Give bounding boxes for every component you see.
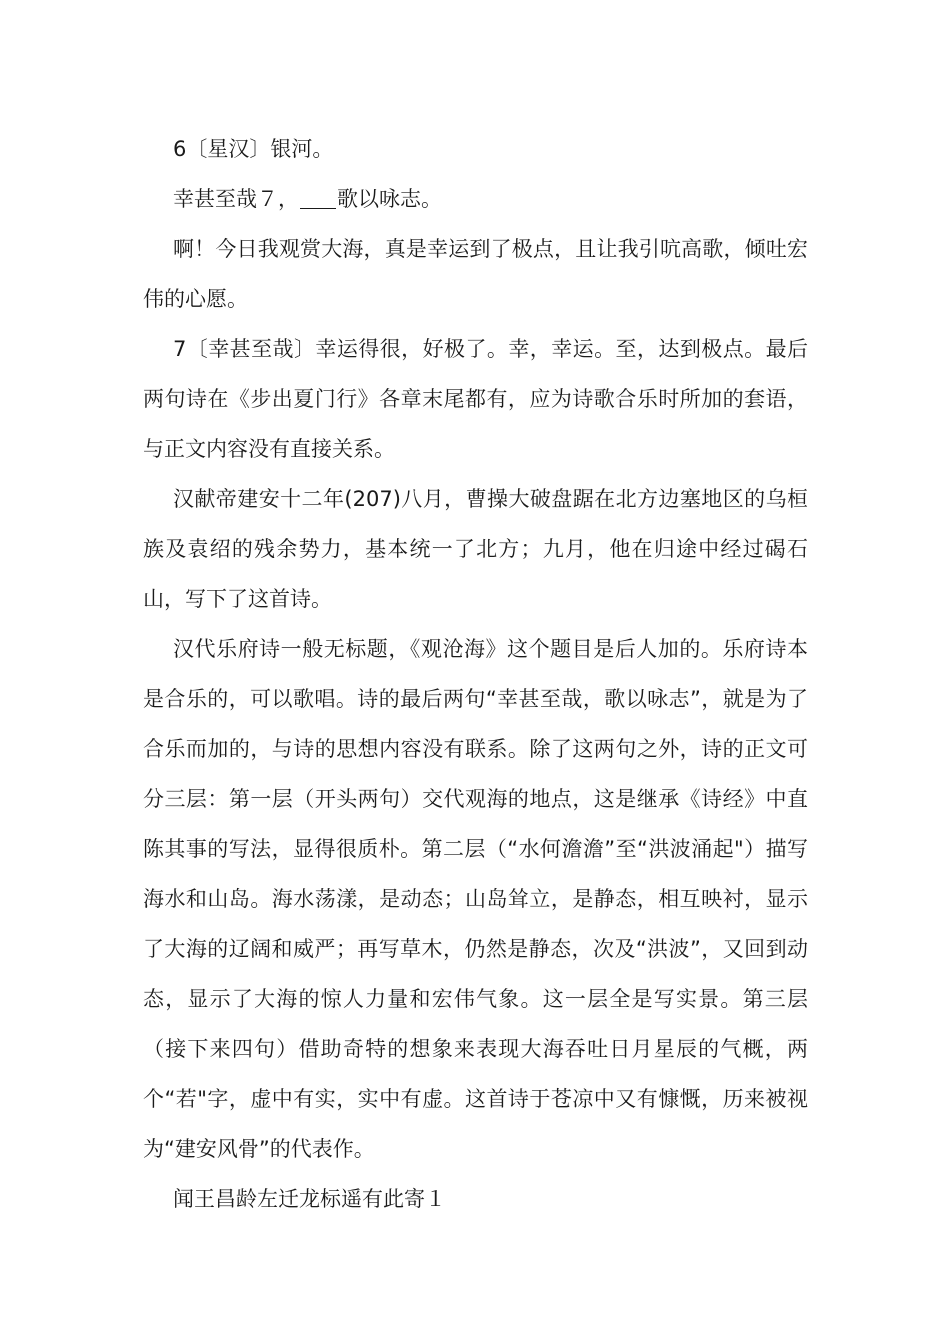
background-paragraph: 汉献帝建安十二年(207)八月，曹操大破盘踞在北方边塞地区的乌桓族及袁绍的残余势力，基本统一了北方；九月，他在归途中经过碣石山，写下了这首诗。: [143, 487, 808, 611]
fill-in-blank[interactable]: [300, 188, 336, 209]
poem-line-with-blank: [143, 174, 808, 224]
translation-paragraph: 啊！今日我观赏大海，真是幸运到了极点，且让我引吭高歌，倾吐宏伟的心愿。: [143, 237, 808, 311]
document-body: [143, 124, 808, 1224]
footnote-6: 6〔星汉〕银河。: [173, 137, 334, 161]
next-poem-title: 闻王昌龄左迁龙标遥有此寄１: [173, 1187, 446, 1211]
poem-line-end: 歌以咏志。: [337, 187, 442, 211]
analysis-paragraph: 汉代乐府诗一般无标题，《观沧海》这个题目是后人加的。乐府诗本是合乐的，可以歌唱。诗的最后两句“幸甚至哉，歌以咏志”，就是为了合乐而加的，与诗的思想内容没有联系。除了这两句之外，诗的正文可分三层：第一层（开头两句）交代观海的地点，这是继承《诗经》中直陈其事的写法，显得很质朴。第二层（“水何澹澹”至“洪波涌起"）描写海水和山岛。海水荡漾，是动态；山岛耸立，是静态，相互映衬，显示了大海的辽阔和威严；再写草木，仍然是静态，次及“洪波”，又回到动态，显示了大海的惊人力量和宏伟气象。这一层全是写实景。第三层（接下来四句）借助奇特的想象来表现大海吞吐日月星辰的气概，两个“若"字，虚中有实，实中有虚。这首诗于苍凉中又有慷慨，历来被视为“建安风骨”的代表作。: [143, 637, 808, 1161]
poem-line-start: 幸甚至哉７，: [173, 187, 299, 211]
footnote-7: 7〔幸甚至哉〕幸运得很，好极了。幸，幸运。至，达到极点。最后两句诗在《步出夏门行》各章末尾都有，应为诗歌合乐时所加的套语，与正文内容没有直接关系。: [143, 337, 808, 461]
